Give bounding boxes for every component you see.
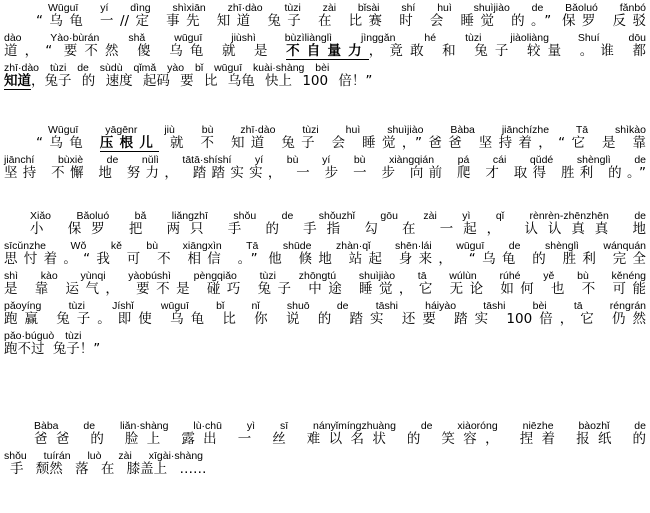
- hanzi-text: ，竟敢 和 兔子 较量 。谁 都: [368, 43, 646, 59]
- pinyin-row: jiānchí bùxiè de nǔlì tātā·shíshí yí bù yí bù xiàngqián pá cái qǔdé shènglì de: [4, 154, 646, 166]
- hanzi-row: 思忖着。“我 可 不 相信 。” 他 倏地 站起 身来， “乌龟 的 胜利 完全: [4, 251, 646, 267]
- paragraph-3: [4, 210, 646, 357]
- text-line: [4, 270, 646, 297]
- underlined-word: 压根儿: [99, 135, 160, 151]
- hanzi-text: “乌龟: [36, 135, 100, 151]
- hanzi-text: 道，“ 要不然 傻 乌龟 就 是: [4, 43, 287, 59]
- text-line: [4, 124, 647, 151]
- hanzi-text: ，兔子 的 速度 起码 要 比 乌龟 快上 100 倍！”: [31, 73, 373, 89]
- pinyin-row: sīcǔnzhe Wǒ kě bù xiāngxìn Tā shūde zhàn·qǐ shēn·lái wūguī de shènglì wánquán: [4, 240, 646, 252]
- pinyin-row: shǒu tuírán luò zài xīgài·shàng: [4, 450, 204, 462]
- text-line: [4, 240, 646, 267]
- pinyin-row: dào Yào·bùrán shǎ wūguī jiùshì bùzìliànglì jìnggǎn hé tùzi jiàoliàng Shuí dōu: [4, 32, 646, 44]
- pinyin-row: Xiǎo Bǎoluó bǎ liǎngzhī shǒu de shǒuzhǐ gōu zài yì qǐ rènrèn-zhēnzhēn de: [30, 210, 646, 222]
- text-line: [4, 330, 646, 357]
- hanzi-row: 是 靠 运气， 要不是 碰巧 兔子 中途 睡觉，它 无论 如何 也 不 可能: [4, 281, 646, 297]
- text-line: [4, 450, 646, 477]
- pinyin-row: zhī·dào tùzi de sùdù qǐmǎ yào bǐ wūguī kuài·shàng bèi: [4, 62, 330, 74]
- hanzi-row: 小 保罗 把 两只 手 的 手指 勾 在 一起， 认认真真 地: [30, 221, 646, 237]
- pinyin-row: shì kào yùnqi yàobúshì pèngqiǎo tùzi zhōngtú shuìjiào tā wúlùn rúhé yě bù kěnéng: [4, 270, 646, 282]
- underlined-word: 知道: [4, 73, 31, 89]
- text-line: [4, 62, 646, 89]
- pinyin-row: pǎo·búguò tùzi: [4, 330, 82, 342]
- text-line: [4, 420, 646, 447]
- hanzi-text: 就 不 知道 兔子 会 睡觉，”爸爸 坚持着，“它 是 靠: [159, 135, 647, 151]
- text-line: [4, 2, 646, 29]
- hanzi-row: [4, 43, 646, 59]
- text-line: [4, 32, 646, 59]
- hanzi-row: 手 颓然 落 在 膝盖上 ……: [10, 461, 207, 477]
- text-line: [4, 210, 646, 237]
- text-line: [4, 300, 646, 327]
- hanzi-row: 跑赢 兔子。即使 乌龟 比 你 说 的 踏实 还要 踏实 100倍，它 仍然: [4, 311, 646, 327]
- hanzi-row: [4, 73, 646, 89]
- underlined-word: 不自量力: [286, 43, 369, 59]
- hanzi-row: [4, 135, 646, 151]
- hanzi-row: 跑不过 兔子！”: [4, 341, 101, 357]
- text-line: [4, 154, 646, 181]
- paragraph-1: [4, 2, 646, 89]
- hanzi-row: “乌龟 一//定 事先 知道 兔子 在 比赛 时 会 睡觉 的。” 保罗 反驳: [36, 13, 646, 29]
- paragraph-2: [4, 124, 647, 181]
- pinyin-row: Wūguī yāgēnr jiù bù zhī·dào tùzi huì shuìjiào Bàba jiānchízhe Tā shìkào: [48, 124, 646, 136]
- pinyin-row: Bàba de liǎn·shàng lù·chū yì sī nányǐmíngzhuàng de xiàoróng niēzhe bàozhǐ de: [34, 420, 646, 432]
- pinyin-row: Wūguī yí dìng shìxiān zhī·dào tùzi zài bǐsài shí huì shuìjiào de Bǎoluó fǎnbó: [48, 2, 646, 14]
- pinyin-row: pǎoyíng tùzi Jíshǐ wūguī bǐ nǐ shuō de tāshi háiyào tāshi bèi tā réngrán: [4, 300, 646, 312]
- hanzi-row: 坚持 不懈 地 努力， 踏踏实实， 一 步 一 步 向前 爬 才 取得 胜利 的。”: [4, 165, 646, 181]
- hanzi-row: 爸爸 的 脸上 露出 一 丝 难以名状 的 笑容， 捏着 报纸 的: [34, 431, 646, 447]
- paragraph-4: [4, 420, 646, 477]
